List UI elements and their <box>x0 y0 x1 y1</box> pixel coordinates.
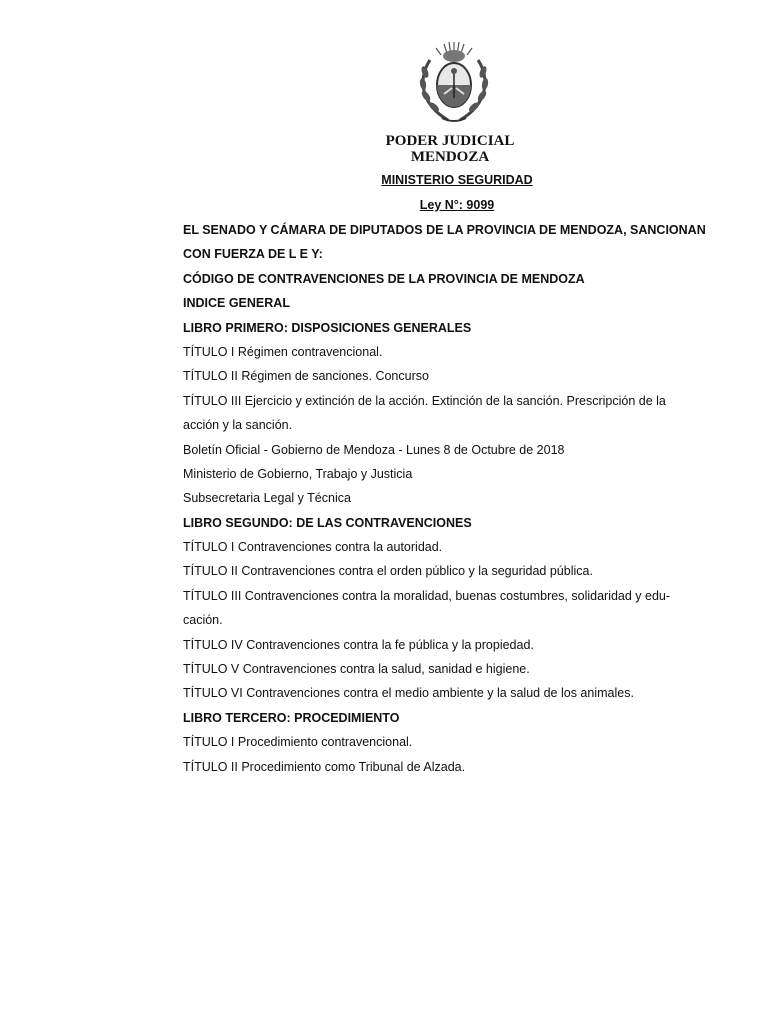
text-line: CON FUERZA DE L E Y: <box>183 247 323 262</box>
text-line: TÍTULO VI Contravenciones contra el medio ambiente y la salud de los animales. <box>183 686 634 701</box>
text-line: TÍTULO II Procedimiento como Tribunal de Alzada. <box>183 759 466 774</box>
text-line: TÍTULO I Procedimiento contravencional. <box>183 735 413 750</box>
text-line: LIBRO SEGUNDO: DE LAS CONTRAVENCIONES <box>183 515 472 530</box>
law-number: Ley N°: 9099 <box>419 198 495 212</box>
text-line: TÍTULO II Régimen de sanciones. Concurso <box>183 369 429 384</box>
text-line: Subsecretaria Legal y Técnica <box>183 491 351 506</box>
text-line: LIBRO TERCERO: PROCEDIMIENTO <box>183 710 400 725</box>
text-line: EL SENADO Y CÁMARA DE DIPUTADOS DE LA PROVINCIA DE MENDOZA, SANCIONAN <box>183 223 706 237</box>
text-line: TÍTULO I Régimen contravencional. <box>183 344 383 359</box>
ministry-title: MINISTERIO SEGURIDAD <box>381 173 533 187</box>
text-line: acción y la sanción. <box>183 418 293 433</box>
court-location: MENDOZA <box>410 149 490 165</box>
coat-of-arms-icon <box>414 38 494 124</box>
document-body <box>183 218 706 779</box>
text-line: TÍTULO III Ejercicio y extinción de la acción. Extinción de la sanción. Prescripción de la <box>183 393 666 408</box>
text-line: LIBRO PRIMERO: DISPOSICIONES GENERALES <box>183 320 472 335</box>
text-line: cación. <box>183 613 223 628</box>
text-line: TÍTULO V Contravenciones contra la salud, sanidad e higiene. <box>183 662 530 677</box>
text-line: TÍTULO II Contravenciones contra el orden público y la seguridad pública. <box>183 564 593 579</box>
text-line: Boletín Oficial - Gobierno de Mendoza - Lunes 8 de Octubre de 2018 <box>183 442 565 457</box>
text-line: TÍTULO III Contravenciones contra la moralidad, buenas costumbres, solidaridad y edu- <box>183 588 671 603</box>
text-line: CÓDIGO DE CONTRAVENCIONES DE LA PROVINCIA DE MENDOZA <box>183 271 585 286</box>
text-line: TÍTULO IV Contravenciones contra la fe pública y la propiedad. <box>183 637 534 652</box>
court-name: PODER JUDICIAL <box>385 133 515 149</box>
text-line: TÍTULO I Contravenciones contra la autoridad. <box>183 540 443 555</box>
text-line: Ministerio de Gobierno, Trabajo y Justicia <box>183 466 413 481</box>
text-line: INDICE GENERAL <box>183 296 290 311</box>
